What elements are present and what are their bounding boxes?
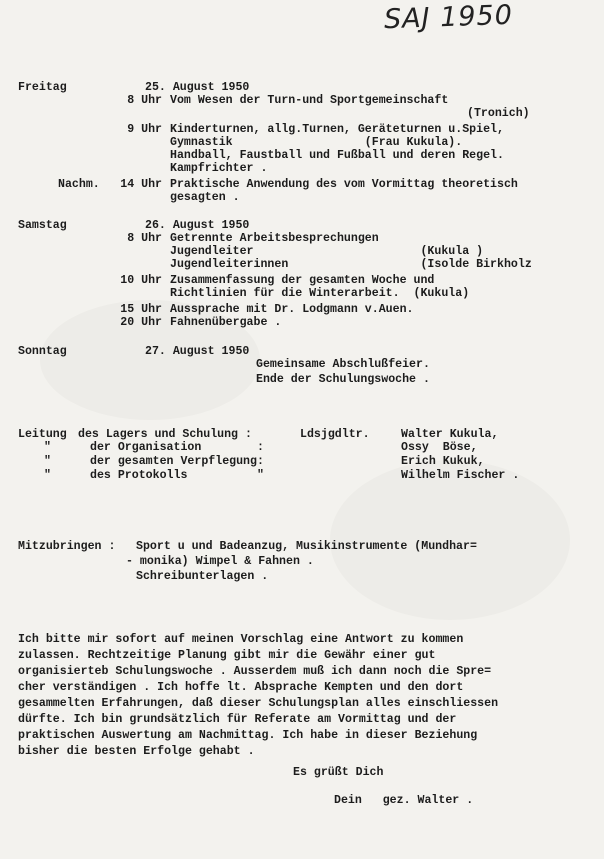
entry-friday-14-line2: gesagten . (170, 191, 240, 204)
entry-friday-9-line1: Kinderturnen, allg.Turnen, Geräteturnen u.Spiel, (170, 123, 504, 136)
leitung-item-2: der Organisation : (90, 441, 264, 454)
entry-saturday-10-line1: Zusammenfassung der gesamten Woche und (170, 274, 435, 287)
time-friday-14: 14 Uhr (120, 178, 162, 191)
mitbringen-line2: - monika) Wimpel & Fahnen . (126, 555, 314, 568)
paragraph-line: bisher die besten Erfolge gehabt . (18, 745, 255, 758)
paragraph-line: Ich bitte mir sofort auf meinen Vorschlag eine Antwort zu kommen (18, 633, 464, 646)
entry-saturday-8-line1: Getrennte Arbeitsbesprechungen (170, 232, 379, 245)
leitung-item-3: der gesamten Verpflegung: (90, 455, 264, 468)
time-saturday-20: 20 Uhr (120, 316, 162, 329)
paragraph-line: zulassen. Rechtzeitige Planung gibt mir die Gewähr einer gut (18, 649, 436, 662)
day-saturday: Samstag (18, 219, 67, 232)
leitung-name-3: Erich Kukuk, (401, 455, 485, 468)
entry-saturday-10-line2: Richtlinien für die Winterarbeit. (Kukula) (170, 287, 470, 300)
leitung-name-2: Ossy Böse, (401, 441, 478, 454)
day-friday: Freitag (18, 81, 67, 94)
afternoon-label: Nachm. (58, 178, 100, 191)
date-saturday: 26. August 1950 (145, 219, 250, 232)
entry-friday-9-line3: Handball, Faustball und Fußball und deren Regel. (170, 149, 504, 162)
mitbringen-line3: Schreibunterlagen . (136, 570, 269, 583)
leitung-title-1: Ldsjgdltr. (300, 428, 370, 441)
leitung-name-4: Wilhelm Fischer . (401, 469, 520, 482)
entry-saturday-20: Fahnenübergabe . (170, 316, 282, 329)
entry-friday-8-line1: Vom Wesen der Turn-und Sportgemeinschaft (170, 94, 449, 107)
mitbringen-label: Mitzubringen : (18, 540, 116, 553)
greeting: Es grüßt Dich (293, 766, 384, 779)
ditto-mark: " (44, 441, 51, 454)
entry-saturday-8-line3: Jugendleiterinnen (Isolde Birkholz (170, 258, 532, 271)
date-sunday: 27. August 1950 (145, 345, 250, 358)
entry-saturday-8-line2: Jugendleiter (Kukula ) (170, 245, 484, 258)
time-saturday-10: 10 Uhr (120, 274, 162, 287)
entry-friday-8-line2: (Tronich) (467, 107, 530, 120)
leitung-label: Leitung (18, 428, 67, 441)
time-friday-8: 8 Uhr (127, 94, 162, 107)
time-saturday-15: 15 Uhr (120, 303, 162, 316)
time-saturday-8: 8 Uhr (127, 232, 162, 245)
day-sunday: Sonntag (18, 345, 67, 358)
entry-saturday-15: Aussprache mit Dr. Lodgmann v.Auen. (170, 303, 414, 316)
signature: Dein gez. Walter . (334, 794, 474, 807)
date-friday: 25. August 1950 (145, 81, 250, 94)
paragraph-line: cher verständigen . Ich hoffe lt. Absprache Kempten und den dort (18, 681, 464, 694)
paragraph-line: praktischen Auswertung am Nachmittag. Ich habe in dieser Beziehung (18, 729, 478, 742)
paragraph-line: gesammelten Erfahrungen, daß dieser Schulungsplan alles einschliessen (18, 697, 499, 710)
handwritten-annotation: SAJ 1950 (383, 0, 514, 36)
sunday-line1: Gemeinsame Abschlußfeier. (256, 358, 430, 371)
ditto-mark: " (44, 455, 51, 468)
leitung-item-1: des Lagers und Schulung : (78, 428, 252, 441)
entry-friday-14-line1: Praktische Anwendung des vom Vormittag theoretisch (170, 178, 518, 191)
entry-friday-9-line2: Gymnastik (Frau Kukula). (170, 136, 463, 149)
leitung-item-4: des Protokolls " (90, 469, 264, 482)
ditto-mark: " (44, 469, 51, 482)
entry-friday-9-line4: Kampfrichter . (170, 162, 268, 175)
sunday-line2: Ende der Schulungswoche . (256, 373, 430, 386)
leitung-name-1: Walter Kukula, (401, 428, 499, 441)
time-friday-9: 9 Uhr (127, 123, 162, 136)
paragraph-line: organisierteb Schulungswoche . Ausserdem muß ich dann noch die Spre= (18, 665, 492, 678)
paragraph-line: dürfte. Ich bin grundsätzlich für Referate am Vormittag und der (18, 713, 457, 726)
mitbringen-line1: Sport u und Badeanzug, Musikinstrumente (Mundhar= (136, 540, 477, 553)
